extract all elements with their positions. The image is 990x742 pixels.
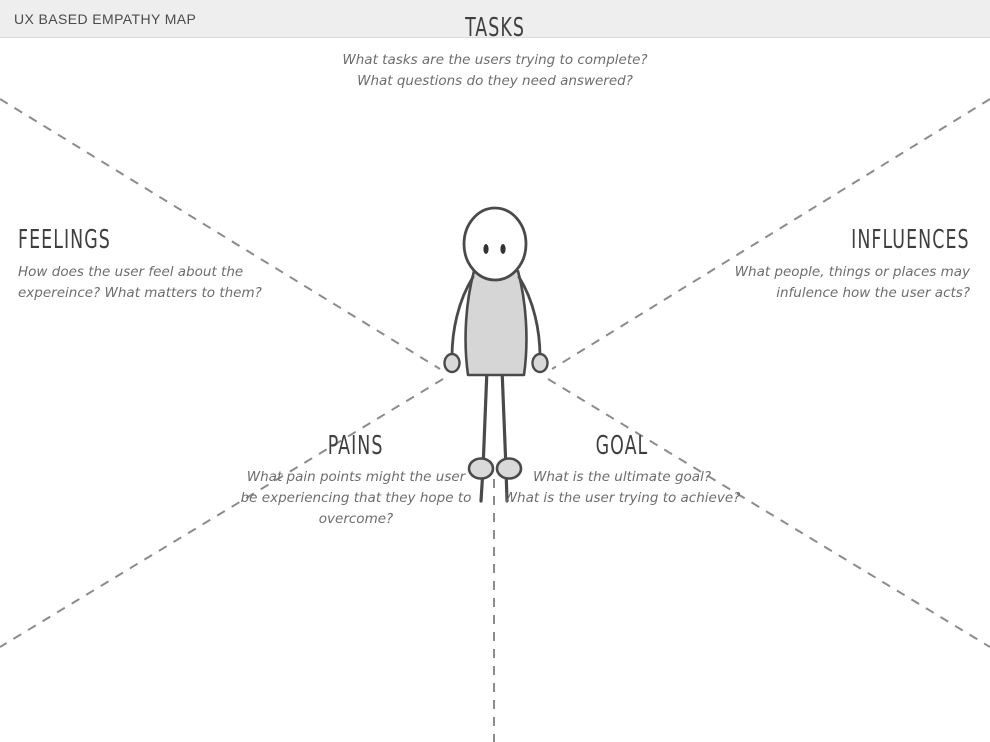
page-title: UX BASED EMPATHY MAP	[14, 11, 197, 27]
quadrant-tasks-line-2: What questions do they need answered?	[357, 73, 633, 89]
quadrant-feelings	[18, 225, 348, 304]
quadrant-tasks-title: TASKS	[465, 13, 525, 44]
quadrant-pains-title: PAINS	[328, 431, 384, 462]
quadrant-pains-body	[236, 467, 476, 530]
quadrant-influences	[630, 225, 970, 304]
quadrant-tasks-line-1: What tasks are the users trying to complete?	[342, 52, 648, 68]
quadrant-goal-line-2: What is the user trying to achieve?	[503, 490, 741, 506]
quadrant-pains-line-1: What pain points might the user	[246, 469, 466, 485]
quadrant-goal	[500, 431, 744, 509]
quadrant-influences-line-1: What people, things or places may	[734, 264, 970, 280]
quadrant-feelings-title: FEELINGS	[18, 225, 111, 256]
quadrant-tasks-body	[0, 50, 990, 92]
quadrant-feelings-body	[18, 262, 348, 304]
quadrant-feelings-line-1: How does the user feel about the	[18, 264, 244, 280]
quadrant-influences-title: INFLUENCES	[851, 225, 970, 256]
quadrant-pains	[236, 431, 476, 530]
quadrant-feelings-line-2: expereince? What matters to them?	[18, 285, 262, 301]
quadrant-goal-title: GOAL	[595, 431, 649, 462]
quadrant-goal-line-1: What is the ultimate goal?	[533, 469, 711, 485]
quadrant-influences-line-2: infulence how the user acts?	[776, 285, 970, 301]
quadrant-pains-line-3: overcome?	[318, 511, 394, 527]
diagram-canvas	[0, 39, 990, 742]
quadrant-goal-body	[500, 467, 744, 509]
quadrant-influences-body	[630, 262, 970, 304]
quadrant-pains-line-2: be experiencing that they hope to	[240, 490, 472, 506]
quadrant-tasks	[0, 13, 990, 92]
